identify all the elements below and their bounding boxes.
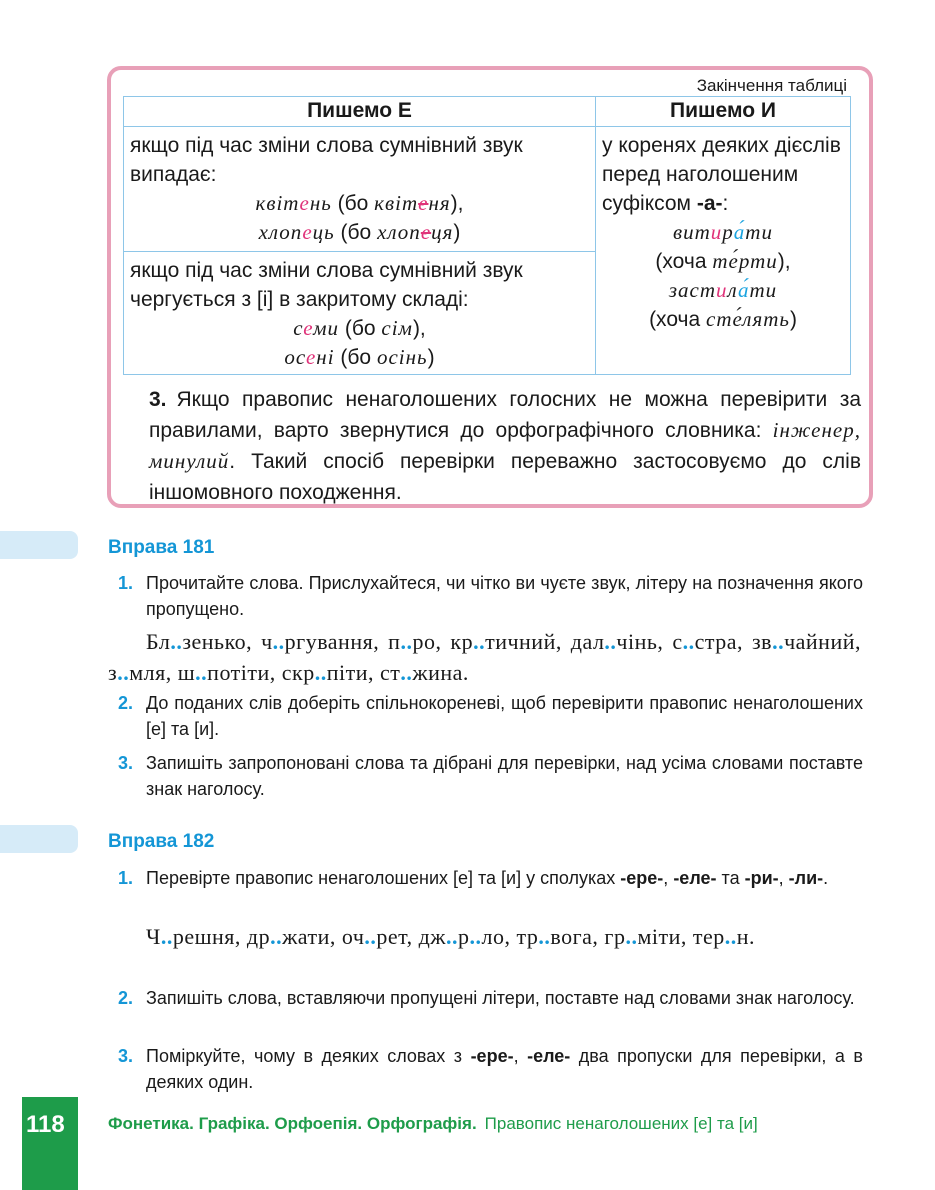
row2-text: якщо під час зміни слова сумнівний звук чергується з [і] в закритому складі: xyxy=(130,259,523,311)
ex181-word-fragment: стра, зв xyxy=(694,629,773,654)
row1-example-2: хлопець (бо хлопеця) xyxy=(258,220,461,244)
ex181-task-1: 1. Прочитайте слова. Прислухайтеся, чи чітко ви чуєте звук, літеру на позначення якого пропущено. xyxy=(118,573,863,619)
missing-letter-dots: .. xyxy=(469,924,482,949)
row2-example-2: осені (бо осінь) xyxy=(284,345,435,369)
row1-cell xyxy=(124,127,596,252)
col2-text: у коренях деяких дієслів перед наголошеним суфіксом -а-: xyxy=(602,134,841,215)
missing-letter-dots: .. xyxy=(400,660,413,685)
row1-example-1: квітень (бо квітеня), xyxy=(255,191,464,215)
ex181-word-fragment: ро, кр xyxy=(412,629,474,654)
ex182-task-2: 2. Запишіть слова, вставляючи пропущені літери, поставте над словами знак наголосу. xyxy=(118,988,855,1008)
table-caption: Закінчення таблиці xyxy=(696,76,847,95)
row1-text: якщо під час зміни слова сумнівний звук випадає: xyxy=(130,134,523,186)
ex181-word-fragment: жина. xyxy=(412,660,469,685)
ex182-words xyxy=(108,921,861,952)
missing-letter-dots: .. xyxy=(625,924,638,949)
ex182-word-fragment: р xyxy=(458,924,470,949)
ex182-task-1: 1. Перевірте правопис ненаголошених [е] та [и] у сполуках -ере-, -еле- та -ри-, -ли-. xyxy=(118,868,829,888)
footer-section: Фонетика. Графіка. Орфоепія. Орфографія. xyxy=(108,1114,477,1133)
ex181-word-fragment: чінь, с xyxy=(616,629,683,654)
ex182-word-fragment: міти, тер xyxy=(637,924,725,949)
ex181-word-fragment: зенько, ч xyxy=(182,629,273,654)
ex181-task-2: 2. До поданих слів доберіть спільнокореневі, щоб перевірити правопис ненаголошених [е] та [и]. xyxy=(118,693,863,739)
ex182-word-fragment: рет, дж xyxy=(376,924,447,949)
ex181-task-3: 3. Запишіть запропоновані слова та дібрані для перевірки, над усіма словами поставте знак наголосу. xyxy=(118,753,863,799)
missing-letter-dots: .. xyxy=(446,924,459,949)
row2-example-1: семи (бо сім), xyxy=(293,316,426,340)
footer-running-head xyxy=(108,1114,758,1134)
rules-table xyxy=(123,96,851,375)
missing-letter-dots: .. xyxy=(682,629,695,654)
ex181-word-fragment: піти, ст xyxy=(326,660,401,685)
missing-letter-dots: .. xyxy=(473,629,486,654)
col2-header: Пишемо И xyxy=(596,97,851,127)
footer-topic: Правопис ненаголошених [е] та [и] xyxy=(484,1114,758,1133)
missing-letter-dots: .. xyxy=(400,629,413,654)
ex182-word-fragment: Ч xyxy=(146,924,161,949)
col2-example-1: витира́ти xyxy=(673,220,773,244)
col2-example-2: застила́ти xyxy=(668,278,778,302)
ex182-word-fragment: ло, тр xyxy=(481,924,539,949)
ex181-words xyxy=(108,626,861,688)
row2-cell xyxy=(124,252,596,375)
ex181-word-fragment: Бл xyxy=(146,629,171,654)
missing-letter-dots: .. xyxy=(538,924,551,949)
ex182-word-fragment: жати, оч xyxy=(282,924,365,949)
missing-letter-dots: .. xyxy=(270,924,283,949)
missing-letter-dots: .. xyxy=(314,660,327,685)
exercise-tab-182 xyxy=(0,825,78,853)
missing-letter-dots: .. xyxy=(117,660,130,685)
missing-letter-dots: .. xyxy=(364,924,377,949)
col1-header: Пишемо Е xyxy=(124,97,596,127)
missing-letter-dots: .. xyxy=(724,924,737,949)
ex182-word-fragment: н. xyxy=(736,924,756,949)
exercise-182-title: Вправа 182 xyxy=(108,831,215,852)
exercise-tab-181 xyxy=(0,531,78,559)
ex181-word-fragment: ргування, п xyxy=(284,629,401,654)
missing-letter-dots: .. xyxy=(160,924,173,949)
missing-letter-dots: .. xyxy=(272,629,285,654)
missing-letter-dots: .. xyxy=(170,629,183,654)
col2-note-2: (хоча сте́лять) xyxy=(649,307,797,331)
exercise-181-title: Вправа 181 xyxy=(108,537,215,558)
ex181-word-fragment: чайний, з xyxy=(108,629,861,685)
rule-3: 3. Якщо правопис ненаголошених голосних не можна перевірити за правилами, варто звернутися до орфографічного словника: інженер, минулий. Такий спосіб перевірки переважно застосовуємо до слів іншомовного походження. xyxy=(149,388,861,504)
ex182-word-fragment: вога, гр xyxy=(550,924,626,949)
ex182-word-fragment: решня, др xyxy=(172,924,271,949)
ex181-word-fragment: мля, ш xyxy=(129,660,196,685)
col2-note-1: (хоча те́рти), xyxy=(655,249,791,273)
ex181-word-fragment: тичний, дал xyxy=(485,629,605,654)
missing-letter-dots: .. xyxy=(772,629,785,654)
missing-letter-dots: .. xyxy=(604,629,617,654)
ex181-word-fragment: потіти, скр xyxy=(207,660,315,685)
page-number: 118 xyxy=(26,1111,65,1138)
col2-cell xyxy=(596,127,851,375)
missing-letter-dots: .. xyxy=(195,660,208,685)
rules-box xyxy=(107,66,873,508)
ex182-task-3: 3. Поміркуйте, чому в деяких словах з -ере-, -еле- два пропуски для перевірки, а в деяких один. xyxy=(118,1046,863,1092)
